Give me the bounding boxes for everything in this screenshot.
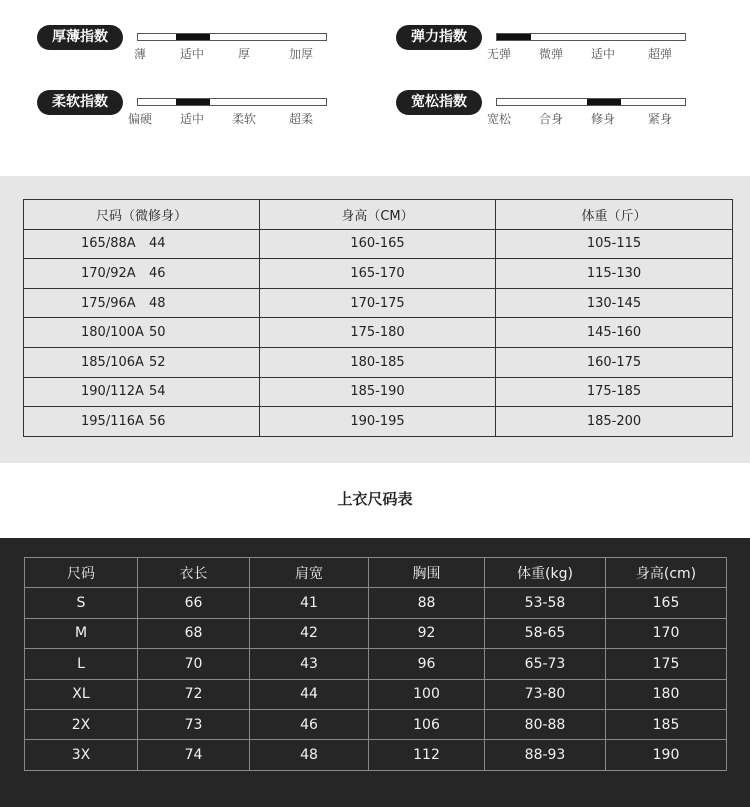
table-cell: 2X — [25, 709, 138, 739]
size-code: 175/96A — [81, 295, 136, 311]
size-cell — [24, 347, 260, 377]
size-cell — [24, 407, 260, 437]
size-number: 48 — [149, 295, 166, 311]
index-label: 弹力指数 — [396, 25, 482, 50]
size-cell — [24, 259, 260, 289]
size-code: 190/112A — [81, 384, 144, 400]
table-row — [24, 377, 733, 407]
index-bar — [496, 98, 686, 106]
index-selected-segment — [176, 34, 210, 40]
height-cell: 165-170 — [260, 259, 496, 289]
table-header-cell: 体重(kg) — [485, 558, 606, 588]
size-cell — [24, 318, 260, 348]
table-cell: 48 — [250, 740, 369, 770]
table-row — [24, 288, 733, 318]
size-code: 165/88A — [81, 236, 136, 252]
table-row — [24, 347, 733, 377]
index-selected-segment — [497, 34, 531, 40]
weight-cell: 175-185 — [496, 377, 733, 407]
table-cell: 58-65 — [485, 618, 606, 648]
size-table-section — [0, 176, 750, 463]
table-cell: L — [25, 649, 138, 679]
table-cell: 43 — [250, 649, 369, 679]
table-cell: 180 — [606, 679, 727, 709]
index-bar — [496, 33, 686, 41]
table-cell: 42 — [250, 618, 369, 648]
height-cell: 170-175 — [260, 288, 496, 318]
index-tick: 适中 — [179, 47, 205, 61]
index-tick: 适中 — [179, 112, 205, 126]
height-cell: 180-185 — [260, 347, 496, 377]
size-code: 195/116A — [81, 413, 144, 429]
table-cell: 190 — [606, 740, 727, 770]
index-selected-segment — [176, 99, 210, 105]
table-header-cell: 胸围 — [369, 558, 485, 588]
index-bar — [137, 33, 327, 41]
weight-cell: 105-115 — [496, 229, 733, 259]
table-cell: 170 — [606, 618, 727, 648]
table-row — [24, 229, 733, 259]
index-tick: 超柔 — [288, 112, 314, 126]
size-number: 46 — [149, 265, 166, 281]
size-number: 50 — [149, 325, 166, 341]
weight-cell: 185-200 — [496, 407, 733, 437]
weight-cell: 160-175 — [496, 347, 733, 377]
table-cell: 74 — [138, 740, 250, 770]
index-ticks — [488, 110, 698, 128]
index-tick: 无弹 — [486, 47, 512, 61]
table-header-row — [25, 558, 727, 588]
table-cell: M — [25, 618, 138, 648]
table-row — [25, 740, 727, 770]
table-row — [25, 618, 727, 648]
index-tick: 厚 — [237, 47, 251, 61]
top-size-chart-title: 上衣尺码表 — [337, 490, 413, 508]
table-cell: 112 — [369, 740, 485, 770]
table-cell: 41 — [250, 588, 369, 618]
table-cell: 70 — [138, 649, 250, 679]
table-row — [24, 407, 733, 437]
table-header-cell: 尺码 — [25, 558, 138, 588]
index-bar — [137, 98, 327, 106]
height-cell: 190-195 — [260, 407, 496, 437]
index-tick: 薄 — [133, 47, 147, 61]
table-cell: 165 — [606, 588, 727, 618]
size-code: 170/92A — [81, 265, 136, 281]
size-code: 185/106A — [81, 354, 144, 370]
table-header-cell: 身高（CM） — [260, 200, 496, 230]
table-cell: 96 — [369, 649, 485, 679]
size-table — [23, 199, 733, 437]
table-row — [25, 649, 727, 679]
index-selected-segment — [587, 99, 621, 105]
table-cell: 73 — [138, 709, 250, 739]
index-tick: 偏硬 — [127, 112, 153, 126]
table-cell: 66 — [138, 588, 250, 618]
index-tick: 合身 — [538, 112, 564, 126]
table-cell: 88-93 — [485, 740, 606, 770]
table-cell: 3X — [25, 740, 138, 770]
index-label: 宽松指数 — [396, 90, 482, 115]
size-number: 52 — [149, 354, 166, 370]
table-cell: 53-58 — [485, 588, 606, 618]
table-cell: 92 — [369, 618, 485, 648]
index-tick: 紧身 — [647, 112, 673, 126]
index-ticks — [129, 45, 339, 63]
index-label: 厚薄指数 — [37, 25, 123, 50]
size-number: 44 — [149, 236, 166, 252]
table-cell: 80-88 — [485, 709, 606, 739]
size-code: 180/100A — [81, 325, 144, 341]
size-cell — [24, 229, 260, 259]
table-cell: 88 — [369, 588, 485, 618]
index-tick: 修身 — [590, 112, 616, 126]
table-row — [25, 709, 727, 739]
table-cell: S — [25, 588, 138, 618]
weight-cell: 115-130 — [496, 259, 733, 289]
index-ticks — [488, 45, 698, 63]
table-row — [25, 588, 727, 618]
table-cell: 73-80 — [485, 679, 606, 709]
table-header-row — [24, 200, 733, 230]
table-header-cell: 衣长 — [138, 558, 250, 588]
table-header-cell: 尺码（微修身） — [24, 200, 260, 230]
size-number: 54 — [149, 384, 166, 400]
table-row — [24, 259, 733, 289]
index-tick: 微弹 — [538, 47, 564, 61]
table-header-cell: 肩宽 — [250, 558, 369, 588]
height-cell: 175-180 — [260, 318, 496, 348]
table-header-cell: 体重（斤） — [496, 200, 733, 230]
size-cell — [24, 377, 260, 407]
table-cell: 46 — [250, 709, 369, 739]
size-cell — [24, 288, 260, 318]
height-cell: 160-165 — [260, 229, 496, 259]
index-tick: 宽松 — [486, 112, 512, 126]
table-cell: 185 — [606, 709, 727, 739]
table-cell: XL — [25, 679, 138, 709]
index-ticks — [129, 110, 339, 128]
index-label: 柔软指数 — [37, 90, 123, 115]
table-cell: 44 — [250, 679, 369, 709]
table-cell: 65-73 — [485, 649, 606, 679]
weight-cell: 130-145 — [496, 288, 733, 318]
table-cell: 175 — [606, 649, 727, 679]
table-cell: 72 — [138, 679, 250, 709]
top-size-table — [24, 557, 727, 771]
index-tick: 适中 — [590, 47, 616, 61]
table-cell: 106 — [369, 709, 485, 739]
index-tick: 超弹 — [647, 47, 673, 61]
table-row — [24, 318, 733, 348]
size-number: 56 — [149, 413, 166, 429]
table-cell: 100 — [369, 679, 485, 709]
table-row — [25, 679, 727, 709]
index-tick: 柔软 — [231, 112, 257, 126]
weight-cell: 145-160 — [496, 318, 733, 348]
top-size-table-section — [0, 538, 750, 807]
index-tick: 加厚 — [288, 47, 314, 61]
height-cell: 185-190 — [260, 377, 496, 407]
table-cell: 68 — [138, 618, 250, 648]
table-header-cell: 身高(cm) — [606, 558, 727, 588]
